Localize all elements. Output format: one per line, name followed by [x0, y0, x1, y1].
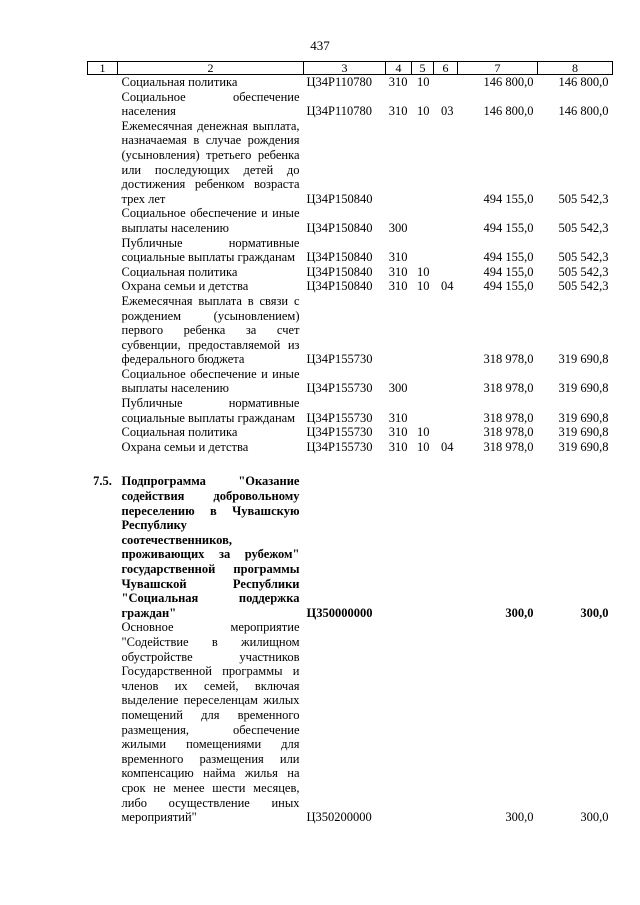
expense-type: 310: [388, 279, 408, 294]
row-number: [88, 265, 118, 280]
row-number: [88, 425, 118, 440]
amount-year-2: 505 542,3: [558, 264, 609, 279]
row-name: Социальная политика: [121, 425, 238, 440]
expense-type: [386, 294, 412, 367]
row-name: Охрана семьи и детства: [121, 439, 249, 454]
target-code: Ц34Р150840: [306, 250, 373, 265]
subsection: 04: [441, 279, 454, 294]
amount-year-1: 318 978,0: [483, 410, 534, 425]
table-row: [88, 265, 613, 280]
amount-year-1: 494 155,0: [483, 220, 534, 235]
amount-year-2: 319 690,8: [558, 439, 609, 454]
section: 10: [417, 104, 430, 119]
column-header: 2: [118, 62, 304, 75]
subsection: [434, 75, 458, 90]
page-number: 437: [310, 38, 330, 53]
target-code: Ц34Р150840: [306, 191, 373, 206]
section: [412, 236, 434, 265]
target-code: Ц34Р155730: [306, 439, 373, 454]
table-row: [88, 474, 613, 620]
expense-type: 310: [388, 250, 408, 265]
target-code: Ц34Р150840: [306, 220, 373, 235]
expense-type: 310: [388, 410, 408, 425]
table-row: [88, 396, 613, 425]
row-name: Подпрограмма "Оказание содействия добровольному переселению в Чувашскую Республику соотечественников, проживающих за рубежом" государственной программы Чувашской Республики "Социальная поддержка граждан": [121, 474, 300, 620]
row-number: [88, 440, 118, 455]
table-row: [88, 119, 613, 207]
expense-type: 300: [388, 381, 408, 396]
table-row: [88, 440, 613, 455]
section: [412, 294, 434, 367]
subsection: [434, 206, 458, 235]
subsection: [434, 474, 458, 620]
amount-year-1: 300,0: [505, 605, 534, 620]
expense-type: [386, 119, 412, 207]
row-name: Социальное обеспечение населения: [121, 89, 300, 119]
target-code: Ц350200000: [306, 810, 372, 825]
amount-year-2: 505 542,3: [558, 250, 609, 265]
amount-year-2: 319 690,8: [558, 425, 609, 440]
section: 10: [417, 75, 430, 89]
target-code: Ц34Р155730: [306, 410, 373, 425]
column-header: 4: [386, 62, 412, 75]
amount-year-1: 146 800,0: [483, 75, 534, 89]
column-header: 3: [304, 62, 386, 75]
table-row: [88, 620, 613, 824]
row-name: Публичные нормативные социальные выплаты гражданам: [121, 235, 300, 265]
expense-type: 310: [388, 104, 408, 119]
amount-year-1: 318 978,0: [483, 425, 534, 440]
row-number: [88, 119, 118, 207]
amount-year-2: 146 800,0: [558, 75, 609, 89]
expense-type: 300: [388, 220, 408, 235]
subsection: [434, 119, 458, 207]
row-number: [88, 279, 118, 294]
row-name: Охрана семьи и детства: [121, 279, 249, 294]
subsection: [434, 367, 458, 396]
amount-year-2: 505 542,3: [558, 191, 609, 206]
target-code: Ц34Р110780: [306, 75, 373, 89]
amount-year-1: 318 978,0: [483, 381, 534, 396]
subsection: [434, 396, 458, 425]
row-name: Социальное обеспечение и иные выплаты населению: [121, 206, 300, 235]
target-code: Ц34Р110780: [306, 104, 373, 119]
subsection: [434, 236, 458, 265]
amount-year-2: 300,0: [580, 810, 609, 825]
row-number: [88, 90, 118, 119]
column-header: 6: [434, 62, 458, 75]
table-row: [88, 206, 613, 235]
amount-year-1: 494 155,0: [483, 279, 534, 294]
header-row: [88, 62, 613, 75]
amount-year-2: 300,0: [580, 605, 609, 620]
subsection: [434, 425, 458, 440]
row-number: [88, 236, 118, 265]
row-number: 7.5.: [93, 474, 112, 489]
amount-year-1: 494 155,0: [483, 191, 534, 206]
amount-year-2: 505 542,3: [558, 220, 609, 235]
column-header: 5: [412, 62, 434, 75]
table-row: [88, 279, 613, 294]
column-header: 7: [458, 62, 538, 75]
target-code: Ц350000000: [306, 605, 373, 620]
target-code: Ц34Р155730: [306, 381, 373, 396]
amount-year-2: 319 690,8: [558, 352, 609, 367]
table-row: [88, 367, 613, 396]
section: [412, 474, 434, 620]
row-name: Публичные нормативные социальные выплаты гражданам: [121, 396, 300, 425]
spacer-row: [88, 454, 613, 474]
row-name: Социальное обеспечение и иные выплаты населению: [121, 366, 300, 396]
table-row: [88, 90, 613, 119]
subsection: [434, 265, 458, 280]
target-code: Ц34Р155730: [306, 425, 373, 440]
section: 10: [417, 425, 430, 440]
expense-type: 310: [388, 264, 408, 279]
section: 10: [417, 279, 430, 294]
section: [412, 396, 434, 425]
amount-year-2: 505 542,3: [558, 279, 609, 294]
expense-type: [386, 620, 412, 824]
table-row: [88, 425, 613, 440]
table-row: [88, 75, 613, 90]
expense-type: [386, 474, 412, 620]
subsection: [434, 620, 458, 824]
row-name: Ежемесячная денежная выплата, назначаемая в случае рождения (усыновления) третьего ребенка или последующих детей до достижения ребенком возраста трех лет: [121, 118, 300, 206]
section: [412, 620, 434, 824]
budget-table: [87, 61, 613, 825]
section: [412, 119, 434, 207]
row-name: Социальная политика: [121, 75, 238, 89]
amount-year-1: 146 800,0: [483, 104, 534, 119]
amount-year-2: 146 800,0: [558, 104, 609, 119]
row-name: Ежемесячная выплата в связи с рождением (усыновлением) первого ребенка за счет субвенции, предоставляемой из федерального бюджета: [121, 293, 300, 367]
section: [412, 367, 434, 396]
amount-year-1: 300,0: [505, 810, 534, 825]
amount-year-2: 319 690,8: [558, 381, 609, 396]
subsection: 04: [441, 439, 454, 454]
subsection: [434, 294, 458, 367]
row-name: Социальная политика: [121, 264, 238, 279]
column-header: 1: [88, 62, 118, 75]
row-number: [88, 396, 118, 425]
row-number: [88, 620, 118, 824]
table-row: [88, 294, 613, 367]
target-code: Ц34Р155730: [306, 352, 373, 367]
column-header: 8: [538, 62, 613, 75]
row-name: Основное мероприятие "Содействие в жилищном обустройстве участников Государственной программы и членов их семей, включая выделение переселенцам жилых помещений для временного размещения, обеспечение жилыми помещениями для временного размещения или компенсацию найма жилья на срок не менее шести месяцев, либо осуществление иных мероприятий": [121, 620, 300, 825]
table-row: [88, 236, 613, 265]
expense-type: 310: [388, 425, 408, 440]
target-code: Ц34Р150840: [306, 279, 373, 294]
section: 10: [417, 264, 430, 279]
row-number: [88, 75, 118, 90]
amount-year-1: 318 978,0: [483, 352, 534, 367]
amount-year-1: 494 155,0: [483, 264, 534, 279]
section: [412, 206, 434, 235]
amount-year-2: 319 690,8: [558, 410, 609, 425]
row-number: [88, 294, 118, 367]
target-code: Ц34Р150840: [306, 264, 373, 279]
section: 10: [417, 439, 430, 454]
expense-type: 310: [388, 75, 408, 89]
subsection: 03: [441, 104, 454, 119]
amount-year-1: 494 155,0: [483, 250, 534, 265]
expense-type: 310: [388, 439, 408, 454]
row-number: [88, 206, 118, 235]
row-number: [88, 367, 118, 396]
amount-year-1: 318 978,0: [483, 439, 534, 454]
